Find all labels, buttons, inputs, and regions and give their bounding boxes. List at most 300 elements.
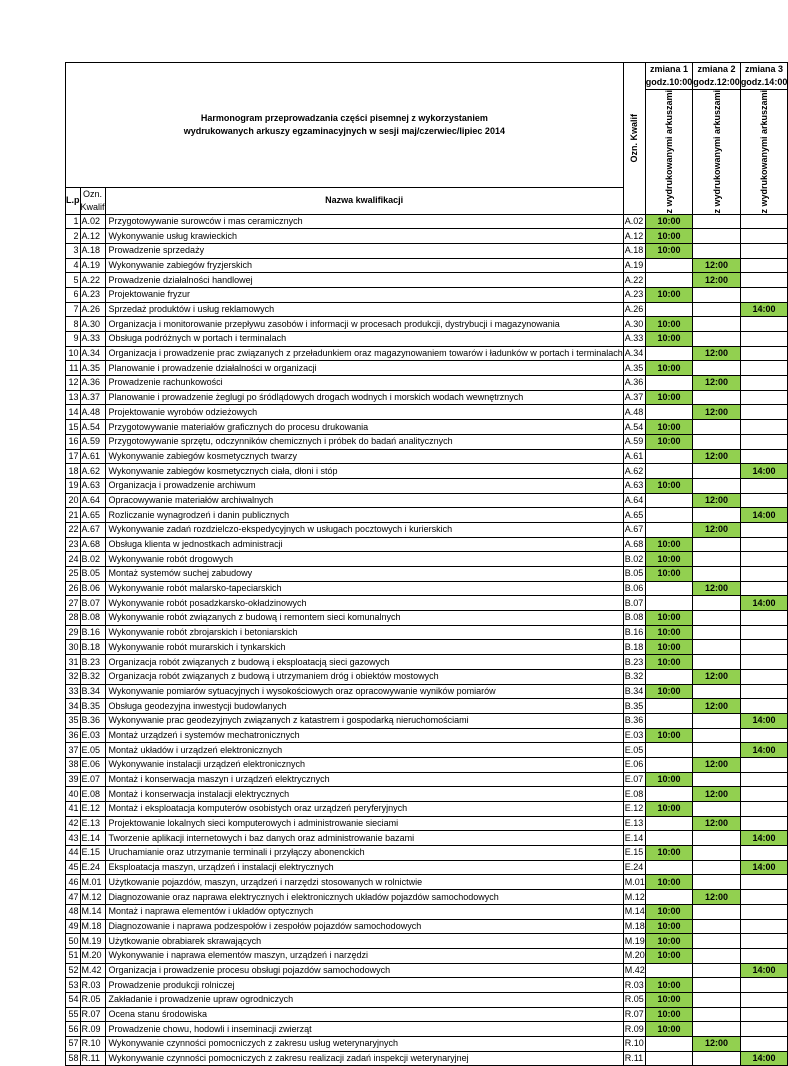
row-shift3 bbox=[740, 1007, 788, 1022]
row-lp: 40 bbox=[66, 787, 81, 802]
table-row bbox=[66, 963, 788, 978]
row-shift3 bbox=[740, 376, 788, 391]
row-code: E.15 bbox=[80, 846, 105, 861]
table-row bbox=[66, 493, 788, 508]
row-shift2: 12:00 bbox=[693, 757, 741, 772]
row-shift2: 12:00 bbox=[693, 376, 741, 391]
row-code: E.14 bbox=[80, 831, 105, 846]
row-code: B.36 bbox=[80, 713, 105, 728]
row-shift1: 10:00 bbox=[645, 728, 693, 743]
row-code: E.08 bbox=[80, 787, 105, 802]
row-ozn: B.02 bbox=[623, 552, 645, 567]
table-row bbox=[66, 317, 788, 332]
row-ozn: R.09 bbox=[623, 1022, 645, 1037]
row-name: Obsługa geodezyjna inwestycji budowlanych bbox=[105, 699, 623, 714]
row-ozn: A.23 bbox=[623, 287, 645, 302]
row-shift3 bbox=[740, 361, 788, 376]
row-shift3: 14:00 bbox=[740, 831, 788, 846]
row-name: Wykonywanie instalacji urządzeń elektronicznych bbox=[105, 757, 623, 772]
row-lp: 54 bbox=[66, 992, 81, 1007]
row-shift1: 10:00 bbox=[645, 537, 693, 552]
row-name: Wykonywanie zadań rozdzielczo-ekspedycyjnych w usługach pocztowych i kurierskich bbox=[105, 522, 623, 537]
row-shift1: 10:00 bbox=[645, 1007, 693, 1022]
row-shift3 bbox=[740, 420, 788, 435]
row-shift1 bbox=[645, 596, 693, 611]
row-shift1 bbox=[645, 743, 693, 758]
row-shift2 bbox=[693, 875, 741, 890]
table-row bbox=[66, 390, 788, 405]
row-shift3 bbox=[740, 772, 788, 787]
row-ozn: A.64 bbox=[623, 493, 645, 508]
table-row bbox=[66, 1007, 788, 1022]
row-shift1 bbox=[645, 522, 693, 537]
row-code: E.13 bbox=[80, 816, 105, 831]
row-shift2: 12:00 bbox=[693, 522, 741, 537]
row-lp: 51 bbox=[66, 948, 81, 963]
table-row bbox=[66, 802, 788, 817]
row-code: A.35 bbox=[80, 361, 105, 376]
row-code: M.18 bbox=[80, 919, 105, 934]
row-code: A.18 bbox=[80, 243, 105, 258]
row-shift2 bbox=[693, 802, 741, 817]
row-shift1 bbox=[645, 831, 693, 846]
header-row-shift-names bbox=[66, 63, 788, 90]
row-ozn: B.32 bbox=[623, 669, 645, 684]
row-shift1: 10:00 bbox=[645, 390, 693, 405]
row-shift2: 12:00 bbox=[693, 273, 741, 288]
row-name: Montaż i konserwacja maszyn i urządzeń elektrycznych bbox=[105, 772, 623, 787]
row-lp: 26 bbox=[66, 581, 81, 596]
row-ozn: A.63 bbox=[623, 478, 645, 493]
row-shift1: 10:00 bbox=[645, 625, 693, 640]
row-lp: 7 bbox=[66, 302, 81, 317]
row-shift3: 14:00 bbox=[740, 302, 788, 317]
row-ozn: A.18 bbox=[623, 243, 645, 258]
row-shift2 bbox=[693, 948, 741, 963]
row-lp: 2 bbox=[66, 229, 81, 244]
row-shift1: 10:00 bbox=[645, 640, 693, 655]
row-ozn: R.07 bbox=[623, 1007, 645, 1022]
table-row bbox=[66, 728, 788, 743]
row-ozn: A.33 bbox=[623, 332, 645, 347]
row-ozn: A.34 bbox=[623, 346, 645, 361]
row-ozn: R.10 bbox=[623, 1037, 645, 1052]
row-shift1 bbox=[645, 346, 693, 361]
row-name: Montaż urządzeń i systemów mechatronicznych bbox=[105, 728, 623, 743]
row-lp: 20 bbox=[66, 493, 81, 508]
row-code: M.12 bbox=[80, 890, 105, 905]
row-code: A.02 bbox=[80, 214, 105, 229]
row-shift1 bbox=[645, 669, 693, 684]
row-name: Wykonywanie prac geodezyjnych związanych z katastrem i gospodarką nieruchomościami bbox=[105, 713, 623, 728]
row-shift1: 10:00 bbox=[645, 992, 693, 1007]
row-lp: 55 bbox=[66, 1007, 81, 1022]
row-lp: 58 bbox=[66, 1051, 81, 1066]
row-shift3 bbox=[740, 890, 788, 905]
row-code: M.01 bbox=[80, 875, 105, 890]
row-shift2 bbox=[693, 934, 741, 949]
row-shift3 bbox=[740, 978, 788, 993]
row-code: R.11 bbox=[80, 1051, 105, 1066]
row-lp: 46 bbox=[66, 875, 81, 890]
table-row bbox=[66, 243, 788, 258]
row-lp: 42 bbox=[66, 816, 81, 831]
row-lp: 53 bbox=[66, 978, 81, 993]
row-shift1: 10:00 bbox=[645, 948, 693, 963]
shift3-header: zmiana 3 godz.14:00 bbox=[740, 63, 788, 90]
row-shift3 bbox=[740, 802, 788, 817]
row-shift2 bbox=[693, 640, 741, 655]
row-shift2: 12:00 bbox=[693, 1037, 741, 1052]
row-lp: 17 bbox=[66, 449, 81, 464]
row-shift2 bbox=[693, 243, 741, 258]
row-shift1: 10:00 bbox=[645, 934, 693, 949]
row-name: Diagnozowanie i naprawa podzespołów i zespołów pojazdów samochodowych bbox=[105, 919, 623, 934]
row-lp: 39 bbox=[66, 772, 81, 787]
row-ozn: A.26 bbox=[623, 302, 645, 317]
row-lp: 27 bbox=[66, 596, 81, 611]
row-shift1 bbox=[645, 302, 693, 317]
table-row bbox=[66, 287, 788, 302]
table-row bbox=[66, 302, 788, 317]
row-code: M.14 bbox=[80, 904, 105, 919]
row-lp: 12 bbox=[66, 376, 81, 391]
row-code: B.08 bbox=[80, 611, 105, 626]
row-lp: 25 bbox=[66, 567, 81, 582]
row-code: A.64 bbox=[80, 493, 105, 508]
row-lp: 41 bbox=[66, 802, 81, 817]
row-code: A.33 bbox=[80, 332, 105, 347]
row-name: Organizacja robót związanych z budową i utrzymaniem dróg i obiektów mostowych bbox=[105, 669, 623, 684]
row-lp: 34 bbox=[66, 699, 81, 714]
row-ozn: A.65 bbox=[623, 508, 645, 523]
row-lp: 37 bbox=[66, 743, 81, 758]
row-shift1: 10:00 bbox=[645, 229, 693, 244]
row-code: B.06 bbox=[80, 581, 105, 596]
row-lp: 50 bbox=[66, 934, 81, 949]
row-lp: 49 bbox=[66, 919, 81, 934]
row-name: Przygotowywanie surowców i mas ceramicznych bbox=[105, 214, 623, 229]
row-name: Organizacja i monitorowanie przepływu zasobów i informacji w procesach produkcji, dystrybucji i magazynowania bbox=[105, 317, 623, 332]
row-shift2 bbox=[693, 846, 741, 861]
row-shift2 bbox=[693, 655, 741, 670]
row-code: A.59 bbox=[80, 434, 105, 449]
row-name: Wykonywanie usług krawieckich bbox=[105, 229, 623, 244]
table-row bbox=[66, 890, 788, 905]
row-name: Montaż i eksploatacja komputerów osobistych oraz urządzeń peryferyjnych bbox=[105, 802, 623, 817]
shift3-subheader: z wydrukowanymi arkuszami bbox=[740, 90, 788, 215]
row-shift2 bbox=[693, 1051, 741, 1066]
row-shift1: 10:00 bbox=[645, 478, 693, 493]
row-shift1: 10:00 bbox=[645, 434, 693, 449]
row-shift2 bbox=[693, 684, 741, 699]
row-code: M.42 bbox=[80, 963, 105, 978]
row-lp: 24 bbox=[66, 552, 81, 567]
row-name: Opracowywanie materiałów archiwalnych bbox=[105, 493, 623, 508]
row-name: Wykonywanie zabiegów kosmetycznych twarzy bbox=[105, 449, 623, 464]
row-shift2 bbox=[693, 978, 741, 993]
row-lp: 36 bbox=[66, 728, 81, 743]
row-shift2: 12:00 bbox=[693, 405, 741, 420]
row-ozn: M.42 bbox=[623, 963, 645, 978]
row-shift2: 12:00 bbox=[693, 890, 741, 905]
table-row bbox=[66, 508, 788, 523]
row-lp: 21 bbox=[66, 508, 81, 523]
row-shift3 bbox=[740, 243, 788, 258]
table-row bbox=[66, 640, 788, 655]
row-shift2: 12:00 bbox=[693, 449, 741, 464]
row-shift1: 10:00 bbox=[645, 243, 693, 258]
row-shift2 bbox=[693, 420, 741, 435]
row-shift3: 14:00 bbox=[740, 596, 788, 611]
row-ozn: B.35 bbox=[623, 699, 645, 714]
row-code: R.09 bbox=[80, 1022, 105, 1037]
row-ozn: A.30 bbox=[623, 317, 645, 332]
schedule-title-line1: Harmonogram przeprowadzania części pisemnej z wykorzystaniem bbox=[200, 112, 488, 123]
row-lp: 30 bbox=[66, 640, 81, 655]
row-lp: 44 bbox=[66, 846, 81, 861]
row-ozn: A.19 bbox=[623, 258, 645, 273]
row-ozn: E.13 bbox=[623, 816, 645, 831]
row-name: Montaż systemów suchej zabudowy bbox=[105, 567, 623, 582]
table-row bbox=[66, 611, 788, 626]
row-ozn: B.36 bbox=[623, 713, 645, 728]
row-shift1 bbox=[645, 816, 693, 831]
row-shift3 bbox=[740, 493, 788, 508]
row-shift2 bbox=[693, 596, 741, 611]
row-code: A.68 bbox=[80, 537, 105, 552]
table-row bbox=[66, 361, 788, 376]
row-shift2: 12:00 bbox=[693, 258, 741, 273]
row-lp: 9 bbox=[66, 332, 81, 347]
row-shift1: 10:00 bbox=[645, 317, 693, 332]
row-ozn: E.14 bbox=[623, 831, 645, 846]
ozn-kwalif-vertical-header: Ozn. Kwalif bbox=[623, 63, 645, 215]
shift1-header: zmiana 1 godz.10:00 bbox=[645, 63, 693, 90]
row-shift2 bbox=[693, 625, 741, 640]
row-shift1 bbox=[645, 464, 693, 479]
row-ozn: E.03 bbox=[623, 728, 645, 743]
row-code: A.67 bbox=[80, 522, 105, 537]
row-name: Ocena stanu środowiska bbox=[105, 1007, 623, 1022]
row-shift3 bbox=[740, 875, 788, 890]
row-ozn: A.22 bbox=[623, 273, 645, 288]
row-shift2: 12:00 bbox=[693, 581, 741, 596]
row-code: R.03 bbox=[80, 978, 105, 993]
row-ozn: E.07 bbox=[623, 772, 645, 787]
row-lp: 1 bbox=[66, 214, 81, 229]
row-name: Obsługa klienta w jednostkach administracji bbox=[105, 537, 623, 552]
row-shift3 bbox=[740, 229, 788, 244]
row-shift1: 10:00 bbox=[645, 684, 693, 699]
row-code: A.12 bbox=[80, 229, 105, 244]
row-shift3 bbox=[740, 405, 788, 420]
row-code: B.35 bbox=[80, 699, 105, 714]
row-lp: 11 bbox=[66, 361, 81, 376]
row-shift1 bbox=[645, 1037, 693, 1052]
table-row bbox=[66, 875, 788, 890]
row-ozn: M.14 bbox=[623, 904, 645, 919]
row-code: E.12 bbox=[80, 802, 105, 817]
row-shift2 bbox=[693, 302, 741, 317]
row-ozn: B.34 bbox=[623, 684, 645, 699]
row-name: Montaż układów i urządzeń elektronicznych bbox=[105, 743, 623, 758]
row-name: Zakładanie i prowadzenie upraw ogrodniczych bbox=[105, 992, 623, 1007]
row-shift2: 12:00 bbox=[693, 816, 741, 831]
row-shift3 bbox=[740, 1022, 788, 1037]
row-code: A.54 bbox=[80, 420, 105, 435]
row-shift1: 10:00 bbox=[645, 420, 693, 435]
row-lp: 6 bbox=[66, 287, 81, 302]
row-ozn: E.08 bbox=[623, 787, 645, 802]
table-row bbox=[66, 787, 788, 802]
row-shift1 bbox=[645, 860, 693, 875]
row-ozn: E.15 bbox=[623, 846, 645, 861]
row-lp: 13 bbox=[66, 390, 81, 405]
row-code: R.05 bbox=[80, 992, 105, 1007]
table-row bbox=[66, 1051, 788, 1066]
table-row bbox=[66, 376, 788, 391]
row-lp: 18 bbox=[66, 464, 81, 479]
row-shift3 bbox=[740, 346, 788, 361]
row-shift1: 10:00 bbox=[645, 214, 693, 229]
row-code: A.63 bbox=[80, 478, 105, 493]
row-shift2 bbox=[693, 567, 741, 582]
row-name: Organizacja i prowadzenie archiwum bbox=[105, 478, 623, 493]
row-shift3: 14:00 bbox=[740, 860, 788, 875]
row-lp: 47 bbox=[66, 890, 81, 905]
row-code: A.36 bbox=[80, 376, 105, 391]
row-shift1 bbox=[645, 787, 693, 802]
row-shift2 bbox=[693, 229, 741, 244]
row-name: Organizacja i prowadzenie prac związanych z przeładunkiem oraz magazynowaniem towarów i ładunków w portach i terminalach bbox=[105, 346, 623, 361]
row-ozn: A.62 bbox=[623, 464, 645, 479]
row-code: M.19 bbox=[80, 934, 105, 949]
row-ozn: B.07 bbox=[623, 596, 645, 611]
table-row bbox=[66, 831, 788, 846]
row-name: Organizacja i prowadzenie procesu obsługi pojazdów samochodowych bbox=[105, 963, 623, 978]
row-ozn: E.24 bbox=[623, 860, 645, 875]
row-shift2 bbox=[693, 508, 741, 523]
row-name: Wykonywanie robót związanych z budową i remontem sieci komunalnych bbox=[105, 611, 623, 626]
row-ozn: E.06 bbox=[623, 757, 645, 772]
row-ozn: R.11 bbox=[623, 1051, 645, 1066]
row-shift2: 12:00 bbox=[693, 346, 741, 361]
row-code: E.05 bbox=[80, 743, 105, 758]
row-code: A.23 bbox=[80, 287, 105, 302]
row-ozn: A.35 bbox=[623, 361, 645, 376]
table-row bbox=[66, 978, 788, 993]
table-row bbox=[66, 934, 788, 949]
table-row bbox=[66, 581, 788, 596]
table-row bbox=[66, 757, 788, 772]
row-shift3 bbox=[740, 846, 788, 861]
row-code: A.37 bbox=[80, 390, 105, 405]
row-ozn: A.36 bbox=[623, 376, 645, 391]
row-ozn: A.59 bbox=[623, 434, 645, 449]
row-shift3 bbox=[740, 992, 788, 1007]
row-shift1 bbox=[645, 713, 693, 728]
row-code: B.32 bbox=[80, 669, 105, 684]
ozn-header: Ozn. Kwalif bbox=[80, 187, 105, 214]
row-shift3 bbox=[740, 669, 788, 684]
row-shift3 bbox=[740, 919, 788, 934]
row-shift1 bbox=[645, 258, 693, 273]
row-shift3 bbox=[740, 625, 788, 640]
table-row bbox=[66, 478, 788, 493]
row-ozn: B.16 bbox=[623, 625, 645, 640]
table-row bbox=[66, 904, 788, 919]
row-ozn: B.23 bbox=[623, 655, 645, 670]
row-shift3 bbox=[740, 478, 788, 493]
row-name: Przygotowywanie materiałów graficznych do procesu drukowania bbox=[105, 420, 623, 435]
row-code: B.07 bbox=[80, 596, 105, 611]
row-name: Projektowanie lokalnych sieci komputerowych i administrowanie sieciami bbox=[105, 816, 623, 831]
row-lp: 4 bbox=[66, 258, 81, 273]
row-ozn: B.18 bbox=[623, 640, 645, 655]
row-shift2 bbox=[693, 904, 741, 919]
row-shift1 bbox=[645, 405, 693, 420]
table-row bbox=[66, 743, 788, 758]
row-code: B.23 bbox=[80, 655, 105, 670]
schedule-title bbox=[66, 63, 624, 188]
row-shift3 bbox=[740, 699, 788, 714]
row-name: Wykonywanie robót murarskich i tynkarskich bbox=[105, 640, 623, 655]
row-code: A.30 bbox=[80, 317, 105, 332]
row-shift2 bbox=[693, 434, 741, 449]
row-shift3: 14:00 bbox=[740, 713, 788, 728]
row-ozn: M.19 bbox=[623, 934, 645, 949]
row-shift2: 12:00 bbox=[693, 493, 741, 508]
row-name: Wykonywanie robót drogowych bbox=[105, 552, 623, 567]
table-row bbox=[66, 332, 788, 347]
table-row bbox=[66, 229, 788, 244]
row-name: Wykonywanie zabiegów fryzjerskich bbox=[105, 258, 623, 273]
table-row bbox=[66, 552, 788, 567]
row-code: B.34 bbox=[80, 684, 105, 699]
row-name: Rozliczanie wynagrodzeń i danin publicznych bbox=[105, 508, 623, 523]
row-shift3 bbox=[740, 567, 788, 582]
row-shift2 bbox=[693, 992, 741, 1007]
table-row bbox=[66, 699, 788, 714]
row-shift3 bbox=[740, 214, 788, 229]
row-shift3 bbox=[740, 449, 788, 464]
row-shift1: 10:00 bbox=[645, 919, 693, 934]
table-row bbox=[66, 464, 788, 479]
row-lp: 19 bbox=[66, 478, 81, 493]
row-shift1: 10:00 bbox=[645, 552, 693, 567]
row-lp: 29 bbox=[66, 625, 81, 640]
row-name: Prowadzenie rachunkowości bbox=[105, 376, 623, 391]
row-shift1 bbox=[645, 757, 693, 772]
row-name: Diagnozowanie oraz naprawa elektrycznych i elektronicznych układów pojazdów samochodowych bbox=[105, 890, 623, 905]
row-lp: 35 bbox=[66, 713, 81, 728]
table-row bbox=[66, 919, 788, 934]
row-lp: 16 bbox=[66, 434, 81, 449]
table-row bbox=[66, 772, 788, 787]
row-code: B.02 bbox=[80, 552, 105, 567]
row-shift1: 10:00 bbox=[645, 875, 693, 890]
row-name: Wykonywanie czynności pomocniczych z zakresu realizacji zadań inspekcji weterynaryjnej bbox=[105, 1051, 623, 1066]
row-name: Użytkowanie obrabiarek skrawających bbox=[105, 934, 623, 949]
row-shift2 bbox=[693, 1007, 741, 1022]
row-shift2 bbox=[693, 464, 741, 479]
table-row bbox=[66, 860, 788, 875]
row-shift3 bbox=[740, 434, 788, 449]
row-shift1 bbox=[645, 963, 693, 978]
row-code: E.24 bbox=[80, 860, 105, 875]
row-shift3 bbox=[740, 904, 788, 919]
